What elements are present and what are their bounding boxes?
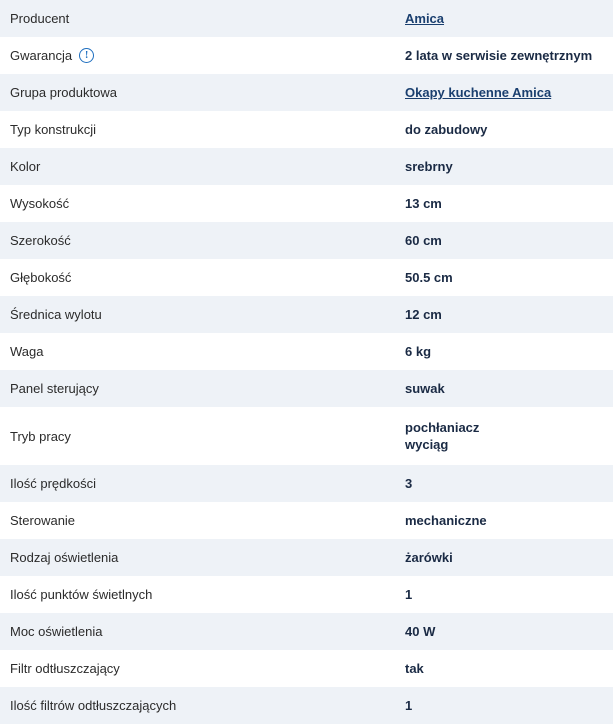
table-row xyxy=(0,576,613,613)
spec-value-link[interactable]: Amica xyxy=(405,11,445,26)
table-row xyxy=(0,296,613,333)
spec-label-wrapper xyxy=(10,196,405,211)
spec-label-wrapper xyxy=(10,587,405,602)
spec-label-cell xyxy=(0,576,405,613)
spec-label-wrapper xyxy=(10,624,405,639)
spec-value-text: żarówki xyxy=(405,550,453,565)
spec-label-text: Kolor xyxy=(10,159,41,174)
spec-value-text: srebrny xyxy=(405,159,453,174)
spec-value-cell xyxy=(405,37,613,74)
spec-label-wrapper xyxy=(10,85,405,100)
spec-value-cell xyxy=(405,74,613,111)
spec-value-text: 50.5 cm xyxy=(405,270,453,285)
spec-value-multiline xyxy=(405,419,613,453)
spec-label-cell xyxy=(0,650,405,687)
spec-label-text: Wysokość xyxy=(10,196,70,211)
spec-label-wrapper xyxy=(10,381,405,396)
spec-label-text: Producent xyxy=(10,11,70,26)
spec-label-text: Sterowanie xyxy=(10,513,76,528)
spec-label-cell xyxy=(0,74,405,111)
table-row xyxy=(0,650,613,687)
spec-label-wrapper xyxy=(10,661,405,676)
spec-label-wrapper xyxy=(10,513,405,528)
spec-label-wrapper xyxy=(10,344,405,359)
spec-label-cell xyxy=(0,465,405,502)
table-row xyxy=(0,222,613,259)
info-icon[interactable]: ! xyxy=(79,48,94,63)
table-row xyxy=(0,185,613,222)
table-row xyxy=(0,333,613,370)
spec-label-text: Grupa produktowa xyxy=(10,85,117,100)
spec-label-wrapper xyxy=(10,159,405,174)
table-row xyxy=(0,259,613,296)
spec-label-wrapper xyxy=(10,48,405,63)
table-row xyxy=(0,502,613,539)
spec-label-text: Szerokość xyxy=(10,233,71,248)
spec-label-text: Waga xyxy=(10,344,44,359)
spec-label-cell xyxy=(0,259,405,296)
table-row xyxy=(0,111,613,148)
spec-value-text: tak xyxy=(405,661,424,676)
spec-label-text: Typ konstrukcji xyxy=(10,122,96,137)
table-row xyxy=(0,465,613,502)
spec-value-text: 1 xyxy=(405,698,413,713)
spec-value-text: suwak xyxy=(405,381,445,396)
spec-label-wrapper xyxy=(10,233,405,248)
spec-label-text: Panel sterujący xyxy=(10,381,99,396)
spec-label-cell xyxy=(0,407,405,465)
spec-label-wrapper xyxy=(10,550,405,565)
spec-label-cell xyxy=(0,539,405,576)
spec-value-cell xyxy=(405,650,613,687)
spec-value-cell xyxy=(405,296,613,333)
spec-value-cell xyxy=(405,687,613,724)
spec-value-text: 3 xyxy=(405,476,413,491)
spec-value-text: do zabudowy xyxy=(405,122,488,137)
spec-label-cell xyxy=(0,333,405,370)
spec-label-text: Rodzaj oświetlenia xyxy=(10,550,119,565)
spec-value-cell xyxy=(405,148,613,185)
spec-value-text: mechaniczne xyxy=(405,513,487,528)
spec-value-cell xyxy=(405,613,613,650)
table-row xyxy=(0,74,613,111)
spec-label-wrapper xyxy=(10,11,405,26)
spec-label-wrapper xyxy=(10,307,405,322)
spec-value-cell xyxy=(405,185,613,222)
spec-label-cell xyxy=(0,37,405,74)
table-row xyxy=(0,148,613,185)
spec-value-cell xyxy=(405,502,613,539)
spec-label-cell xyxy=(0,222,405,259)
spec-value-cell xyxy=(405,222,613,259)
spec-label-cell xyxy=(0,185,405,222)
spec-label-text: Tryb pracy xyxy=(10,428,71,444)
spec-value-text: 60 cm xyxy=(405,233,442,248)
spec-label-wrapper xyxy=(10,122,405,137)
spec-value-text: 6 kg xyxy=(405,344,432,359)
spec-label-text: Ilość prędkości xyxy=(10,476,96,491)
spec-value-text: 12 cm xyxy=(405,307,442,322)
spec-value-cell xyxy=(405,539,613,576)
spec-value-cell xyxy=(405,0,613,37)
spec-label-text: Średnica wylotu xyxy=(10,307,102,322)
spec-label-text: Ilość punktów świetlnych xyxy=(10,587,153,602)
spec-value-text: 13 cm xyxy=(405,196,442,211)
spec-label-text: Moc oświetlenia xyxy=(10,624,103,639)
spec-value-cell xyxy=(405,407,613,465)
table-row xyxy=(0,613,613,650)
spec-value-cell xyxy=(405,111,613,148)
spec-label-text: Filtr odtłuszczający xyxy=(10,661,120,676)
spec-label-cell xyxy=(0,296,405,333)
spec-value-line: wyciąg xyxy=(405,437,449,452)
table-row xyxy=(0,687,613,724)
spec-label-cell xyxy=(0,687,405,724)
spec-label-cell xyxy=(0,370,405,407)
spec-label-cell xyxy=(0,148,405,185)
table-row xyxy=(0,539,613,576)
spec-value-text: 40 W xyxy=(405,624,436,639)
spec-label-cell xyxy=(0,613,405,650)
spec-value-cell xyxy=(405,576,613,613)
spec-value-line: pochłaniacz xyxy=(405,420,480,435)
spec-label-cell xyxy=(0,111,405,148)
table-row xyxy=(0,0,613,37)
spec-label-cell xyxy=(0,0,405,37)
spec-label-text: Głębokość xyxy=(10,270,72,285)
spec-label-text: Ilość filtrów odtłuszczających xyxy=(10,698,177,713)
spec-value-link[interactable]: Okapy kuchenne Amica xyxy=(405,85,552,100)
spec-label-wrapper xyxy=(10,698,405,713)
table-row xyxy=(0,407,613,465)
table-row xyxy=(0,370,613,407)
spec-value-text: 2 lata w serwisie zewnętrznym xyxy=(405,48,593,63)
spec-label-wrapper xyxy=(10,270,405,285)
spec-value-cell xyxy=(405,333,613,370)
spec-label-wrapper xyxy=(10,476,405,491)
spec-label-cell xyxy=(0,502,405,539)
spec-value-cell xyxy=(405,370,613,407)
spec-value-cell xyxy=(405,465,613,502)
spec-value-text: 1 xyxy=(405,587,413,602)
table-row xyxy=(0,37,613,74)
spec-label-wrapper xyxy=(10,429,405,444)
spec-label-text: Gwarancja xyxy=(10,48,73,63)
spec-value-cell xyxy=(405,259,613,296)
